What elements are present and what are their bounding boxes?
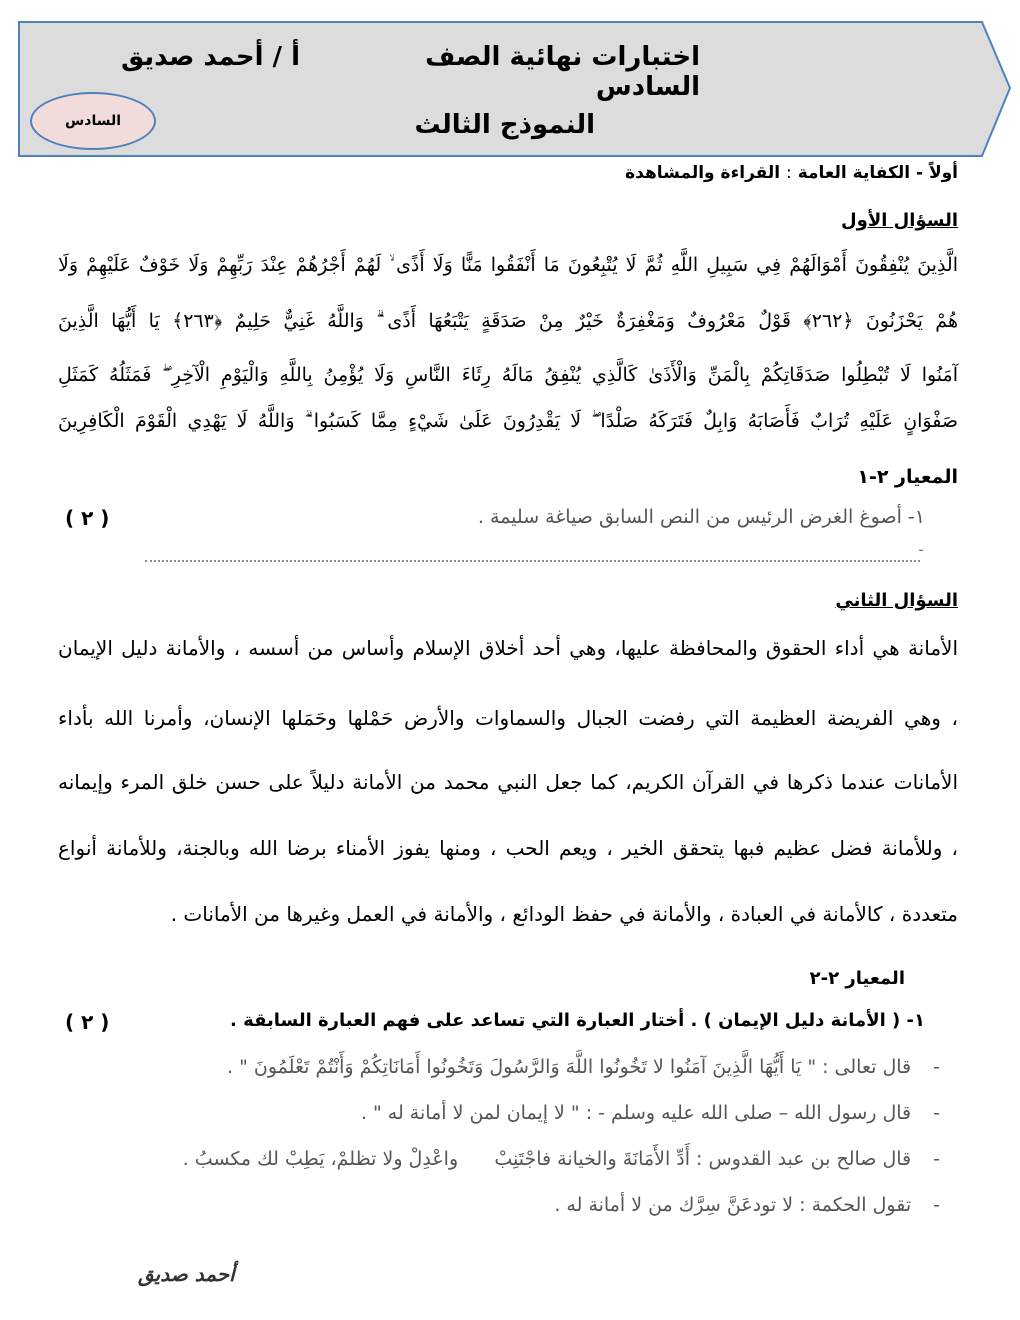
passage-line-3: الأمانات عندما ذكرها في القرآن الكريم، كما جعل النبي محمد من الأمانة دليلاً على حسن خلق المرء وإيمانه [58, 770, 958, 794]
exam-title: اختبارات نهائية الصف السادس [425, 42, 700, 102]
competency-label: أولاً - الكفاية العامة [797, 163, 958, 183]
option-2[interactable] [361, 1102, 940, 1124]
option-dash: - [933, 1102, 940, 1124]
q1-title: السؤال الأول [841, 210, 958, 231]
q2-question: ١- ( الأمانة دليل الإيمان ) . أختار العبارة التي تساعد على فهم العبارة السابقة . [230, 1010, 925, 1031]
option-dash: - [933, 1194, 940, 1216]
q2-title: السؤال الثاني [835, 590, 958, 611]
option-2-text: قال رسول الله – صلى الله عليه وسلم - : " لا إيمان لمن لا أمانة له " . [360, 1102, 912, 1124]
option-4-text: تقول الحكمة : لا تودعَنَّ سِرَّك من لا أمانة له . [554, 1194, 912, 1216]
q1-answer-dash: - [918, 540, 924, 559]
q1-standard: المعيار ٢-١ [857, 466, 958, 488]
signature: أحمد صديق [138, 1262, 235, 1286]
q2-standard: المعيار ٢-٢ [809, 968, 905, 989]
verse-line-4: صَفْوَانٍ عَلَيْهِ تُرَابٌ فَأَصَابَهُ وَابِلٌ فَتَرَكَهُ صَلْدًا ۖ لَا يَقْدِرُونَ عَلَىٰ شَيْءٍ مِمَّا كَسَبُوا ۗ وَاللَّهُ لَا يَهْدِي الْقَوْمَ الْكَافِرِينَ [58, 410, 958, 432]
verse-line-1: الَّذِينَ يُنْفِقُونَ أَمْوَالَهُمْ فِي سَبِيلِ اللَّهِ ثُمَّ لَا يُتْبِعُونَ مَا أَنْفَقُوا مَنًّا وَلَا أَذًى ۙ لَهُمْ أَجْرُهُمْ عِنْدَ رَبِّهِمْ وَلَا خَوْفٌ عَلَيْهِمْ وَلَا [58, 254, 958, 276]
option-1-text: قال تعالى : " يَا أَيُّهَا الَّذِينَ آمَنُوا لا تَخُونُوا اللَّهَ وَالرَّسُولَ وَتَخُونُوا أَمَانَاتِكُمْ وَأَنْتُمْ تَعْلَمُونَ " . [227, 1056, 912, 1078]
q1-marks: ( ٢ ) [65, 506, 110, 530]
answer-line[interactable] [145, 560, 920, 562]
grade-badge: السادس [30, 92, 156, 150]
competency-line [625, 163, 958, 183]
q2-marks: ( ٢ ) [65, 1010, 110, 1034]
teacher-name: أ / أحمد صديق [120, 42, 300, 72]
option-dash: - [933, 1148, 940, 1170]
model-title: النموذج الثالث [414, 110, 595, 140]
option-1[interactable] [227, 1056, 940, 1078]
verse-line-3: آمَنُوا لَا تُبْطِلُوا صَدَقَاتِكُمْ بِالْمَنِّ وَالْأَذَىٰ كَالَّذِي يُنْفِقُ مَالَهُ رِئَاءَ النَّاسِ وَلَا يُؤْمِنُ بِاللَّهِ وَالْيَوْمِ الْآخِرِ ۖ فَمَثَلُهُ كَمَثَلِ [58, 364, 958, 386]
competency-separator: : [786, 163, 792, 183]
header-banner [17, 20, 1012, 160]
option-dash: - [933, 1056, 940, 1078]
option-3-text: قال صالح بن عبد القدوس : أَدِّ الأَمَانَةَ والخيانة فاجْتَنِبْ واعْدِلْ ولا تظلمْ، يَطِبْ لك مكسبُ . [182, 1148, 912, 1170]
passage-line-4: ، وللأمانة فضل عظيم فبها يتحقق الخير ، ويعم الحب ، ومنها يفوز الأمناء برضا الله وبالجنة، وللأمانة أنواع [58, 836, 958, 860]
passage-line-2: ، وهي الفريضة العظيمة التي رفضت الجبال والسماوات والأرض حَمْلها وحَمَلها الإنسان، وأمرنا الله بأداء [58, 706, 958, 730]
passage-line-1: الأمانة هي أداء الحقوق والمحافظة عليها، وهي أحد أخلاق الإسلام وأساس من أسسه ، والأمانة دليل الإيمان [58, 636, 958, 660]
option-4[interactable] [554, 1194, 940, 1216]
option-3[interactable] [183, 1148, 940, 1170]
passage-line-5: متعددة ، كالأمانة في العبادة ، والأمانة في حفظ الودائع ، والأمانة في العمل وغيرها من الأمانات . [170, 902, 958, 926]
verse-line-2: هُمْ يَحْزَنُونَ ﴿٢٦٢﴾ قَوْلٌ مَعْرُوفٌ وَمَغْفِرَةٌ خَيْرٌ مِنْ صَدَقَةٍ يَتْبَعُهَا أَذًى ۗ وَاللَّهُ غَنِيٌّ حَلِيمٌ ﴿٢٦٣﴾ يَا أَيُّهَا الَّذِينَ [58, 310, 958, 332]
competency-value: القراءة والمشاهدة [625, 163, 781, 183]
q1-question: ١- أصوغ الغرض الرئيس من النص السابق صياغة سليمة . [477, 506, 925, 528]
